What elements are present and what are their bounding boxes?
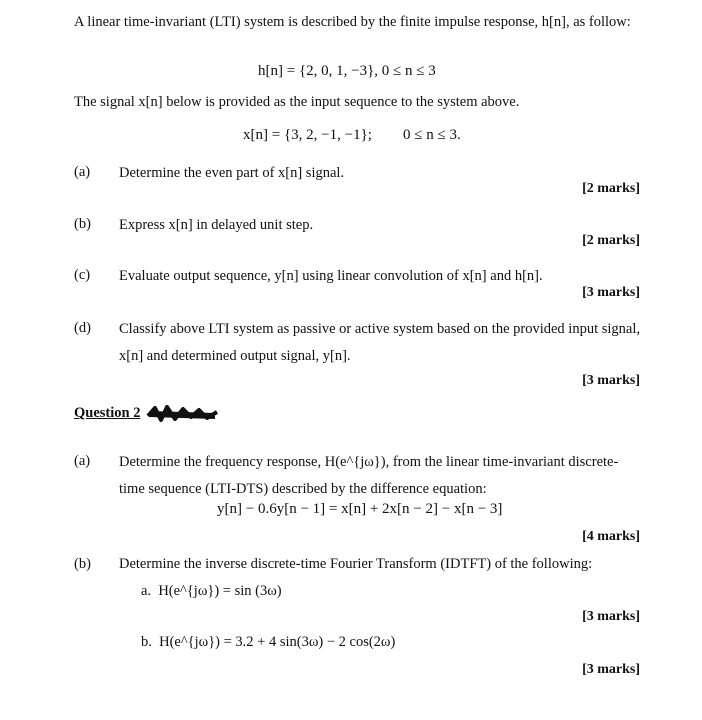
q1a-text: Determine the even part of x[n] signal. — [119, 165, 345, 181]
impulse-response-equation: h[n] = {2, 0, 1, −3}, 0 ≤ n ≤ 3 — [258, 63, 436, 79]
q2b-subpart-a — [141, 583, 282, 600]
q2b-subpart-b — [141, 634, 395, 651]
input-signal-range: 0 ≤ n ≤ 3. — [403, 127, 461, 143]
intro-paragraph: A linear time-invariant (LTI) system is described by the finite impulse response, h[n], as follow: — [74, 14, 631, 30]
q1c-marks: [3 marks] — [582, 285, 640, 300]
q1c-text: Evaluate output sequence, y[n] using linear convolution of x[n] and h[n]. — [119, 268, 543, 284]
q1a-marks: [2 marks] — [582, 181, 640, 196]
q2a-label: (a) — [74, 453, 91, 469]
q2a-marks: [4 marks] — [582, 529, 640, 544]
q2b-text: Determine the inverse discrete-time Fourier Transform (IDTFT) of the following: — [119, 556, 593, 572]
input-signal-equation: x[n] = {3, 2, −1, −1}; — [243, 127, 372, 143]
q2b-subpart-b-expression: H(e^{jω}) = 3.2 + 4 sin(3ω) − 2 cos(2ω) — [159, 634, 396, 650]
q1d-marks: [3 marks] — [582, 373, 640, 388]
input-signal-sentence: The signal x[n] below is provided as the input sequence to the system above. — [74, 94, 520, 110]
q2b-subpart-a-expression: H(e^{jω}) = sin (3ω) — [158, 583, 282, 599]
q1b-marks: [2 marks] — [582, 233, 640, 248]
difference-equation: y[n] − 0.6y[n − 1] = x[n] + 2x[n − 2] − x[n − 3] — [217, 501, 503, 517]
q2b-subpart-b-label: b. — [141, 634, 152, 650]
redaction-scribble — [145, 402, 221, 426]
q1a-label: (a) — [74, 164, 91, 180]
q1d-text: Classify above LTI system as passive or active system based on the provided input signal, x[n] and determined output signal, y[n]. — [119, 321, 640, 364]
q1b-text: Express x[n] in delayed unit step. — [119, 217, 314, 233]
q2b-subpart-a-label: a. — [141, 583, 152, 599]
q2a-text: Determine the frequency response, H(e^{jω}), from the linear time-invariant discrete-time sequence (LTI-DTS) described by the difference equation: — [119, 454, 619, 497]
q2b-subpart-b-marks: [3 marks] — [582, 662, 640, 677]
q2b-subpart-a-marks: [3 marks] — [582, 609, 640, 624]
question2-heading: Question 2 — [74, 405, 141, 421]
q1c-label: (c) — [74, 267, 91, 283]
q2b-label: (b) — [74, 556, 91, 572]
q1b-label: (b) — [74, 216, 91, 232]
q1d-label: (d) — [74, 320, 91, 336]
